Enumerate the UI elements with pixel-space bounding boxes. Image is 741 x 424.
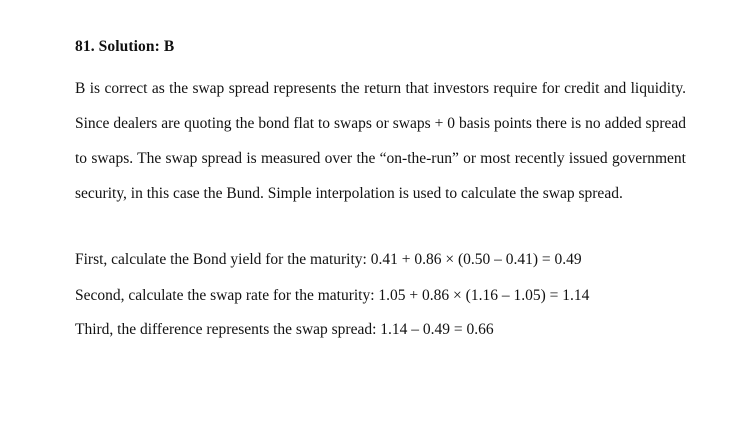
step-bond-yield: First, calculate the Bond yield for the maturity: 0.41 + 0.86 × (0.50 – 0.41) = 0.49 bbox=[75, 251, 582, 268]
step-swap-spread: Third, the difference represents the swap spread: 1.14 – 0.49 = 0.66 bbox=[75, 321, 494, 338]
explanation-paragraph: B is correct as the swap spread represents the return that investors require for credit and liquidity. Since dealers are quoting the bond flat to swaps or swaps + 0 basis points there is no added spread to swaps. The swap spread is measured over the “on-the-run” or most recently issued government security, in this case the Bund. Simple interpolation is used to calculate the swap spread. bbox=[75, 80, 686, 202]
solution-heading: 81. Solution: B bbox=[75, 38, 175, 55]
step-swap-rate: Second, calculate the swap rate for the maturity: 1.05 + 0.86 × (1.16 – 1.05) = 1.14 bbox=[75, 287, 590, 304]
